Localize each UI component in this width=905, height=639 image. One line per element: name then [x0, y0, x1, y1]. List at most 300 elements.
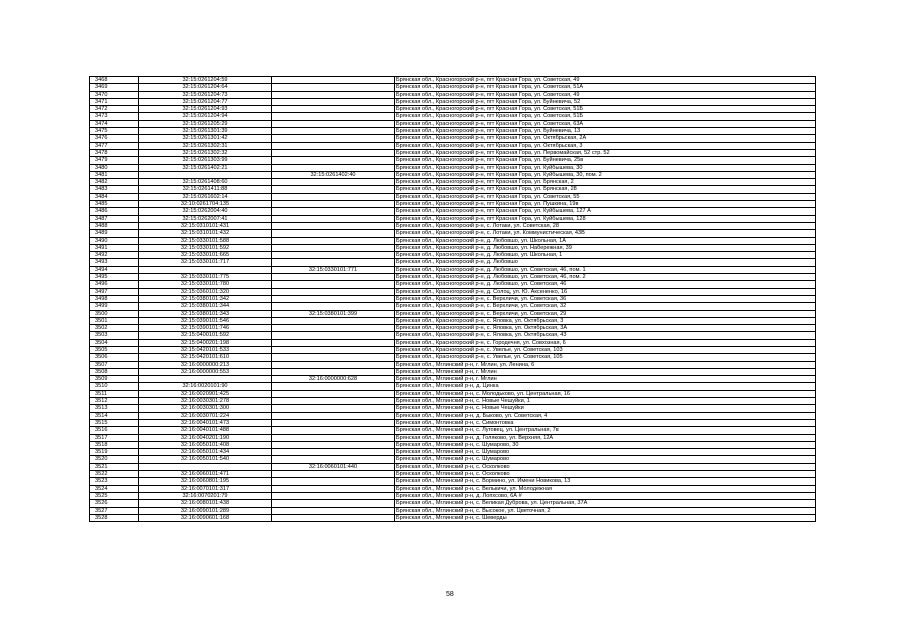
row-number-cell: 3521 — [90, 463, 139, 470]
related-cadastral-number-cell — [272, 412, 395, 419]
cadastral-number-cell: 32:15:0330101:780 — [139, 281, 272, 288]
address-cell: Брянская обл., Красногорский р-н, пгт Красная Гора, ул. Советская, 51Б — [395, 106, 816, 113]
table-row — [90, 208, 816, 215]
address-cell: Брянская обл., Красногорский р-н, с. Лотаки, ул. Советская, 28 — [395, 222, 816, 229]
row-number-cell: 3477 — [90, 142, 139, 149]
related-cadastral-number-cell — [272, 500, 395, 507]
related-cadastral-number-cell — [272, 303, 395, 310]
related-cadastral-number-cell — [272, 441, 395, 448]
address-cell: Брянская обл., Красногорский р-н, пгт Красная Гора, ул. Советская, 51Б — [395, 113, 816, 120]
row-number-cell: 3520 — [90, 456, 139, 463]
address-cell: Брянская обл., Мглинский р-н, д. Быково, ул. Советская, 4 — [395, 412, 816, 419]
related-cadastral-number-cell — [272, 135, 395, 142]
table-row — [90, 230, 816, 237]
table-row — [90, 449, 816, 456]
table-row — [90, 427, 816, 434]
address-cell: Брянская обл., Мглинский р-н, с. Осколково — [395, 471, 816, 478]
related-cadastral-number-cell: 32:16:0060101:440 — [272, 463, 395, 470]
row-number-cell: 3511 — [90, 390, 139, 397]
table-row — [90, 398, 816, 405]
row-number-cell: 3499 — [90, 303, 139, 310]
row-number-cell: 3526 — [90, 500, 139, 507]
cadastral-number-cell: 32:15:0262004:40 — [139, 208, 272, 215]
cadastral-number-cell: 32:15:0310101:432 — [139, 230, 272, 237]
address-cell: Брянская обл., Мглинский р-н, с. Луговец, ул. Центральная, 7в — [395, 427, 816, 434]
row-number-cell: 3507 — [90, 361, 139, 368]
related-cadastral-number-cell — [272, 91, 395, 98]
address-cell: Брянская обл., Красногорский р-н, д. Любовшо — [395, 259, 816, 266]
cadastral-number-cell: 32:15:0330101:588 — [139, 237, 272, 244]
cadastral-number-cell: 32:15:0380101:344 — [139, 303, 272, 310]
table-row — [90, 157, 816, 164]
table-row — [90, 266, 816, 273]
address-cell: Брянская обл., Красногорский р-н, пгт Красная Гора, ул. Брянская, 28 — [395, 186, 816, 193]
row-number-cell: 3498 — [90, 295, 139, 302]
address-cell: Брянская обл., Красногорский р-н, д. Любовшо, ул. Школьная, 1 — [395, 252, 816, 259]
address-cell: Брянская обл., Мглинский р-н, с. Высокое, ул. Цветочная, 2 — [395, 507, 816, 514]
cadastral-number-cell: 32:16:0030701:224 — [139, 412, 272, 419]
table-row — [90, 179, 816, 186]
cadastral-number-cell: 32:16:0020101:90 — [139, 383, 272, 390]
table-row — [90, 346, 816, 353]
cadastral-number-cell: 32:16:0030301:300 — [139, 405, 272, 412]
cadastral-number-cell: 32:16:0020901:425 — [139, 390, 272, 397]
row-number-cell: 3523 — [90, 478, 139, 485]
address-cell: Брянская обл., Красногорский р-н, пгт Красная Гора, ул. Пушкина, 19в — [395, 201, 816, 208]
address-cell: Брянская обл., Красногорский р-н, д. Любовшо, ул. Набережная, 39 — [395, 244, 816, 251]
row-number-cell: 3491 — [90, 244, 139, 251]
table-row — [90, 215, 816, 222]
address-cell: Брянская обл., Красногорский р-н, пгт Красная Гора, ул. Буйневича, 25в — [395, 157, 816, 164]
row-number-cell: 3483 — [90, 186, 139, 193]
table-row — [90, 98, 816, 105]
cadastral-number-cell: 32:15:0261411:88 — [139, 186, 272, 193]
row-number-cell: 3514 — [90, 412, 139, 419]
row-number-cell: 3515 — [90, 419, 139, 426]
address-cell: Брянская обл., Мглинский р-н, с. Великая Дуброва, ул. Центральная, 37А — [395, 500, 816, 507]
related-cadastral-number-cell — [272, 390, 395, 397]
address-cell: Брянская обл., Красногорский р-н, д. Солоц, ул. Ю. Аксененко, 16 — [395, 288, 816, 295]
cadastral-number-cell: 32:15:0360101:320 — [139, 288, 272, 295]
cadastral-number-cell: 32:15:0330101:775 — [139, 274, 272, 281]
address-cell: Брянская обл., Красногорский р-н, с. Яловка, ул. Октябрьская, 3 — [395, 317, 816, 324]
row-number-cell: 3481 — [90, 171, 139, 178]
row-number-cell: 3504 — [90, 339, 139, 346]
related-cadastral-number-cell — [272, 419, 395, 426]
table-row — [90, 142, 816, 149]
address-cell: Брянская обл., Мглинский р-н, с. Новые Чешуйки — [395, 405, 816, 412]
cadastral-number-cell: 32:15:0330101:592 — [139, 244, 272, 251]
table-row — [90, 354, 816, 361]
related-cadastral-number-cell — [272, 478, 395, 485]
address-cell: Брянская обл., Красногорский р-н, пгт Красная Гора, ул. Куйбышева, 127 А — [395, 208, 816, 215]
row-number-cell: 3478 — [90, 149, 139, 156]
address-cell: Брянская обл., Красногорский р-н, с. Яловка, ул. Октябрьская, 43 — [395, 332, 816, 339]
table-row — [90, 361, 816, 368]
related-cadastral-number-cell — [272, 449, 395, 456]
cadastral-number-cell: 32:15:0261408:60 — [139, 179, 272, 186]
table-row — [90, 222, 816, 229]
row-number-cell: 3502 — [90, 325, 139, 332]
address-cell: Брянская обл., Красногорский р-н, пгт Красная Гора, ул. Куйбышева, 30, пом. 2 — [395, 171, 816, 178]
cadastral-number-cell: 32:15:0420101:533 — [139, 346, 272, 353]
cadastral-number-cell: 32:15:0261204:73 — [139, 91, 272, 98]
related-cadastral-number-cell — [272, 201, 395, 208]
table-row — [90, 84, 816, 91]
related-cadastral-number-cell — [272, 142, 395, 149]
row-number-cell: 3480 — [90, 164, 139, 171]
related-cadastral-number-cell — [272, 237, 395, 244]
cadastral-number-cell: 32:15:0261402:21 — [139, 164, 272, 171]
table-row — [90, 376, 816, 383]
related-cadastral-number-cell — [272, 120, 395, 127]
address-cell: Брянская обл., Красногорский р-н, с. Городечня, ул. Совхозная, 6 — [395, 339, 816, 346]
row-number-cell: 3493 — [90, 259, 139, 266]
table-row — [90, 310, 816, 317]
cadastral-number-cell: 32:16:0090601:168 — [139, 514, 272, 521]
address-cell: Брянская обл., Мглинский р-н, д. Голяково, ул. Верхняя, 12А — [395, 434, 816, 441]
related-cadastral-number-cell — [272, 456, 395, 463]
address-cell: Брянская обл., Красногорский р-н, с. Верхличи, ул. Советская, 32 — [395, 303, 816, 310]
row-number-cell: 3488 — [90, 222, 139, 229]
table-row — [90, 149, 816, 156]
table-row — [90, 325, 816, 332]
address-cell: Брянская обл., Красногорский р-н, д. Любовшо, ул. Советская, 46 — [395, 281, 816, 288]
address-cell: Брянская обл., Мглинский р-н, с. Шумарово — [395, 449, 816, 456]
address-cell: Брянская обл., Красногорский р-н, пгт Красная Гора, ул. Брянская, 2 — [395, 179, 816, 186]
related-cadastral-number-cell — [272, 383, 395, 390]
cadastral-number-cell: 32:15:0400101:592 — [139, 332, 272, 339]
row-number-cell: 3473 — [90, 113, 139, 120]
table-row — [90, 500, 816, 507]
row-number-cell: 3517 — [90, 434, 139, 441]
related-cadastral-number-cell — [272, 157, 395, 164]
row-number-cell: 3513 — [90, 405, 139, 412]
row-number-cell: 3472 — [90, 106, 139, 113]
cadastral-number-cell: 32:15:0261204:93 — [139, 106, 272, 113]
row-number-cell: 3512 — [90, 398, 139, 405]
cadastral-number-cell: 32:15:0330101:665 — [139, 252, 272, 259]
address-cell: Брянская обл., Мглинский р-н, д. Лопхсово, 6А # — [395, 492, 816, 499]
table-row — [90, 368, 816, 375]
cadastral-number-cell: 32:16:0040101:488 — [139, 427, 272, 434]
row-number-cell: 3524 — [90, 485, 139, 492]
related-cadastral-number-cell — [272, 361, 395, 368]
row-number-cell: 3525 — [90, 492, 139, 499]
cadastral-number-cell — [139, 463, 272, 470]
table-row — [90, 456, 816, 463]
table-row — [90, 186, 816, 193]
related-cadastral-number-cell — [272, 332, 395, 339]
related-cadastral-number-cell — [272, 354, 395, 361]
cadastral-number-cell: 32:15:0400201:198 — [139, 339, 272, 346]
cadastral-number-cell: 32:16:0040101:473 — [139, 419, 272, 426]
row-number-cell: 3489 — [90, 230, 139, 237]
related-cadastral-number-cell — [272, 325, 395, 332]
cadastral-number-cell: 32:15:0261205:29 — [139, 120, 272, 127]
row-number-cell: 3497 — [90, 288, 139, 295]
row-number-cell: 3505 — [90, 346, 139, 353]
related-cadastral-number-cell — [272, 215, 395, 222]
table-row — [90, 201, 816, 208]
address-cell: Брянская обл., Мглинский р-н, с. Шумарово, 30 — [395, 441, 816, 448]
related-cadastral-number-cell — [272, 405, 395, 412]
cadastral-number-cell: 32:15:0261204:77 — [139, 98, 272, 105]
table-row — [90, 514, 816, 521]
related-cadastral-number-cell: 32:15:0330101:771 — [272, 266, 395, 273]
address-cell: Брянская обл., Красногорский р-н, пгт Красная Гора, ул. Советская, 55 — [395, 193, 816, 200]
row-number-cell: 3484 — [90, 193, 139, 200]
table-row — [90, 135, 816, 142]
related-cadastral-number-cell: 32:16:0000000:628 — [272, 376, 395, 383]
table-row — [90, 332, 816, 339]
cadastral-number-cell: 32:16:0040201:190 — [139, 434, 272, 441]
row-number-cell: 3490 — [90, 237, 139, 244]
cadastral-number-cell: 32:16:0050101:540 — [139, 456, 272, 463]
related-cadastral-number-cell — [272, 492, 395, 499]
table-row — [90, 339, 816, 346]
related-cadastral-number-cell — [272, 84, 395, 91]
row-number-cell: 3486 — [90, 208, 139, 215]
address-cell: Брянская обл., Красногорский р-н, пгт Красная Гора, ул. Советская, 49 — [395, 91, 816, 98]
table-row — [90, 441, 816, 448]
address-cell: Брянская обл., Мглинский р-н, с. Молодьково, ул. Центральная, 16 — [395, 390, 816, 397]
row-number-cell: 3510 — [90, 383, 139, 390]
related-cadastral-number-cell — [272, 274, 395, 281]
address-cell: Брянская обл., Красногорский р-н, пгт Красная Гора, ул. Куйбышева, 128 — [395, 215, 816, 222]
cadastral-number-cell: 32:15:0390101:546 — [139, 317, 272, 324]
row-number-cell: 3506 — [90, 354, 139, 361]
cadastral-number-cell: 32:15:0390101:746 — [139, 325, 272, 332]
related-cadastral-number-cell — [272, 295, 395, 302]
related-cadastral-number-cell — [272, 186, 395, 193]
table-row — [90, 463, 816, 470]
row-number-cell: 3482 — [90, 179, 139, 186]
related-cadastral-number-cell — [272, 281, 395, 288]
cadastral-number-cell: 32:16:0050101:408 — [139, 441, 272, 448]
address-cell: Брянская обл., Мглинский р-н, с. Шумарово — [395, 456, 816, 463]
page-number: 58 — [446, 591, 454, 598]
related-cadastral-number-cell — [272, 98, 395, 105]
row-number-cell: 3468 — [90, 77, 139, 84]
row-number-cell: 3479 — [90, 157, 139, 164]
address-cell: Брянская обл., Красногорский р-н, пгт Красная Гора, ул. Советская, 63А — [395, 120, 816, 127]
table-row — [90, 295, 816, 302]
address-cell: Брянская обл., Красногорский р-н, с. Лотаки, ул. Коммунистическая, 43В — [395, 230, 816, 237]
address-cell: Брянская обл., Красногорский р-н, д. Любовшо, ул. Советская, 46, пом. 1 — [395, 266, 816, 273]
table-row — [90, 193, 816, 200]
cadastral-number-cell — [139, 171, 272, 178]
related-cadastral-number-cell — [272, 514, 395, 521]
related-cadastral-number-cell — [272, 507, 395, 514]
row-number-cell: 3519 — [90, 449, 139, 456]
address-cell: Брянская обл., Красногорский р-н, пгт Красная Гора, ул. Советская, 51А — [395, 84, 816, 91]
cadastral-number-cell: 32:15:0261302:31 — [139, 142, 272, 149]
address-cell: Брянская обл., Мглинский р-н, с. Симонтовка — [395, 419, 816, 426]
related-cadastral-number-cell — [272, 77, 395, 84]
address-cell: Брянская обл., Красногорский р-н, пгт Красная Гора, ул. Куйбышева, 30 — [395, 164, 816, 171]
address-cell: Брянская обл., Красногорский р-н, пгт Красная Гора, ул. Советская, 49 — [395, 77, 816, 84]
related-cadastral-number-cell — [272, 346, 395, 353]
address-cell: Брянская обл., Мглинский р-н, с. Осколково — [395, 463, 816, 470]
table-row — [90, 507, 816, 514]
related-cadastral-number-cell — [272, 485, 395, 492]
cadastral-number-cell: 32:15:0261301:39 — [139, 128, 272, 135]
row-number-cell: 3508 — [90, 368, 139, 375]
address-cell: Брянская обл., Мглинский р-н, г. Мглин, ул. Ленина, 6 — [395, 361, 816, 368]
row-number-cell: 3528 — [90, 514, 139, 521]
related-cadastral-number-cell — [272, 179, 395, 186]
related-cadastral-number-cell — [272, 230, 395, 237]
related-cadastral-number-cell — [272, 398, 395, 405]
cadastral-number-cell: 32:15:0310101:431 — [139, 222, 272, 229]
row-number-cell: 3509 — [90, 376, 139, 383]
cadastral-number-cell: 32:16:0080101:438 — [139, 500, 272, 507]
registry-table-body — [90, 77, 816, 522]
row-number-cell: 3494 — [90, 266, 139, 273]
related-cadastral-number-cell — [272, 288, 395, 295]
related-cadastral-number-cell — [272, 106, 395, 113]
table-row — [90, 317, 816, 324]
address-cell: Брянская обл., Мглинский р-н, с. Шеверды — [395, 514, 816, 521]
address-cell: Брянская обл., Красногорский р-н, с. Верхличи, ул. Советская, 29 — [395, 310, 816, 317]
related-cadastral-number-cell — [272, 368, 395, 375]
table-row — [90, 164, 816, 171]
cadastral-number-cell: 32:16:0050101:434 — [139, 449, 272, 456]
related-cadastral-number-cell — [272, 339, 395, 346]
row-number-cell: 3501 — [90, 317, 139, 324]
related-cadastral-number-cell — [272, 149, 395, 156]
row-number-cell: 3492 — [90, 252, 139, 259]
address-cell: Брянская обл., Красногорский р-н, с. Верхличи, ул. Советская, 36 — [395, 295, 816, 302]
table-row — [90, 383, 816, 390]
cadastral-number-cell: 32:16:0030301:278 — [139, 398, 272, 405]
address-cell: Брянская обл., Красногорский р-н, пгт Красная Гора, ул. Первомайская, 52 стр. 52 — [395, 149, 816, 156]
related-cadastral-number-cell — [272, 113, 395, 120]
table-row — [90, 77, 816, 84]
address-cell: Брянская обл., Красногорский р-н, пгт Красная Гора, ул. Буйневича, 52 — [395, 98, 816, 105]
table-row — [90, 485, 816, 492]
table-row — [90, 106, 816, 113]
related-cadastral-number-cell — [272, 317, 395, 324]
table-row — [90, 113, 816, 120]
related-cadastral-number-cell — [272, 252, 395, 259]
cadastral-number-cell: 32:15:0261204:94 — [139, 113, 272, 120]
cadastral-number-cell: 32:16:0000000:553 — [139, 368, 272, 375]
table-row — [90, 281, 816, 288]
table-row — [90, 237, 816, 244]
cadastral-number-cell: 32:16:0070201:79 — [139, 492, 272, 499]
address-cell: Брянская обл., Мглинский р-н, г. Мглин — [395, 368, 816, 375]
row-number-cell: 3487 — [90, 215, 139, 222]
cadastral-number-cell: 32:15:0261204:59 — [139, 77, 272, 84]
address-cell: Брянская обл., Красногорский р-н, д. Любовшо, ул. Советская, 46, пом. 2 — [395, 274, 816, 281]
cadastral-number-cell: 32:15:0261303:99 — [139, 157, 272, 164]
cadastral-number-cell — [139, 376, 272, 383]
table-row — [90, 244, 816, 251]
cadastral-number-cell: 32:15:0261302:32 — [139, 149, 272, 156]
row-number-cell: 3485 — [90, 201, 139, 208]
address-cell: Брянская обл., Мглинский р-н, с. Вормино, ул. Имени Новикова, 13 — [395, 478, 816, 485]
table-row — [90, 478, 816, 485]
row-number-cell: 3500 — [90, 310, 139, 317]
address-cell: Брянская обл., Красногорский р-н, с. Увелье, ул. Советская, 105 — [395, 354, 816, 361]
table-row — [90, 405, 816, 412]
row-number-cell: 3503 — [90, 332, 139, 339]
related-cadastral-number-cell — [272, 222, 395, 229]
row-number-cell: 3476 — [90, 135, 139, 142]
cadastral-number-cell: 32:16:0060101:471 — [139, 471, 272, 478]
table-row — [90, 91, 816, 98]
related-cadastral-number-cell — [272, 164, 395, 171]
cadastral-number-cell: 32:15:0262007:41 — [139, 215, 272, 222]
table-row — [90, 419, 816, 426]
table-row — [90, 412, 816, 419]
row-number-cell: 3527 — [90, 507, 139, 514]
related-cadastral-number-cell — [272, 244, 395, 251]
row-number-cell: 3495 — [90, 274, 139, 281]
table-row — [90, 303, 816, 310]
cadastral-number-cell: 32:15:0330101:717 — [139, 259, 272, 266]
table-row — [90, 259, 816, 266]
row-number-cell: 3496 — [90, 281, 139, 288]
table-row — [90, 434, 816, 441]
table-row — [90, 492, 816, 499]
address-cell: Брянская обл., Красногорский р-н, с. Увелье, ул. Советская, 103 — [395, 346, 816, 353]
address-cell: Брянская обл., Красногорский р-н, с. Яловка, ул. Октябрьская, 3А — [395, 325, 816, 332]
related-cadastral-number-cell: 32:15:0380101:399 — [272, 310, 395, 317]
registry-table — [89, 76, 816, 522]
related-cadastral-number-cell — [272, 434, 395, 441]
table-row — [90, 471, 816, 478]
table-row — [90, 120, 816, 127]
cadastral-number-cell: 32:15:0261301:42 — [139, 135, 272, 142]
cadastral-number-cell: 32:15:0261204:64 — [139, 84, 272, 91]
cadastral-number-cell: 32:15:0380101:342 — [139, 295, 272, 302]
cadastral-number-cell: 32:16:0000000:213 — [139, 361, 272, 368]
row-number-cell: 3522 — [90, 471, 139, 478]
table-row — [90, 288, 816, 295]
table-row — [90, 390, 816, 397]
row-number-cell: 3516 — [90, 427, 139, 434]
cadastral-number-cell — [139, 266, 272, 273]
cadastral-number-cell: 32:16:0060801:195 — [139, 478, 272, 485]
row-number-cell: 3475 — [90, 128, 139, 135]
related-cadastral-number-cell: 32:15:0261402:40 — [272, 171, 395, 178]
cadastral-number-cell: 32:10:0261704:135 — [139, 201, 272, 208]
cadastral-number-cell: 32:15:0261602:14 — [139, 193, 272, 200]
row-number-cell: 3471 — [90, 98, 139, 105]
address-cell: Брянская обл., Мглинский р-н, г. Мглин — [395, 376, 816, 383]
related-cadastral-number-cell — [272, 128, 395, 135]
cadastral-number-cell: 32:15:0380101:343 — [139, 310, 272, 317]
address-cell: Брянская обл., Мглинский р-н, с. Новые Чешуйки, 1 — [395, 398, 816, 405]
cadastral-number-cell: 32:16:0090101:289 — [139, 507, 272, 514]
related-cadastral-number-cell — [272, 259, 395, 266]
address-cell: Брянская обл., Мглинский р-н, д. Цинка — [395, 383, 816, 390]
row-number-cell: 3470 — [90, 91, 139, 98]
row-number-cell: 3518 — [90, 441, 139, 448]
address-cell: Брянская обл., Мглинский р-н, с. Велькичи, ул. Молодежная — [395, 485, 816, 492]
table-row — [90, 274, 816, 281]
related-cadastral-number-cell — [272, 208, 395, 215]
cadastral-number-cell: 32:15:0420101:610 — [139, 354, 272, 361]
row-number-cell: 3469 — [90, 84, 139, 91]
table-row — [90, 252, 816, 259]
address-cell: Брянская обл., Красногорский р-н, пгт Красная Гора, ул. Октябрьская, 2А — [395, 135, 816, 142]
row-number-cell: 3474 — [90, 120, 139, 127]
cadastral-number-cell: 32:16:0070101:317 — [139, 485, 272, 492]
